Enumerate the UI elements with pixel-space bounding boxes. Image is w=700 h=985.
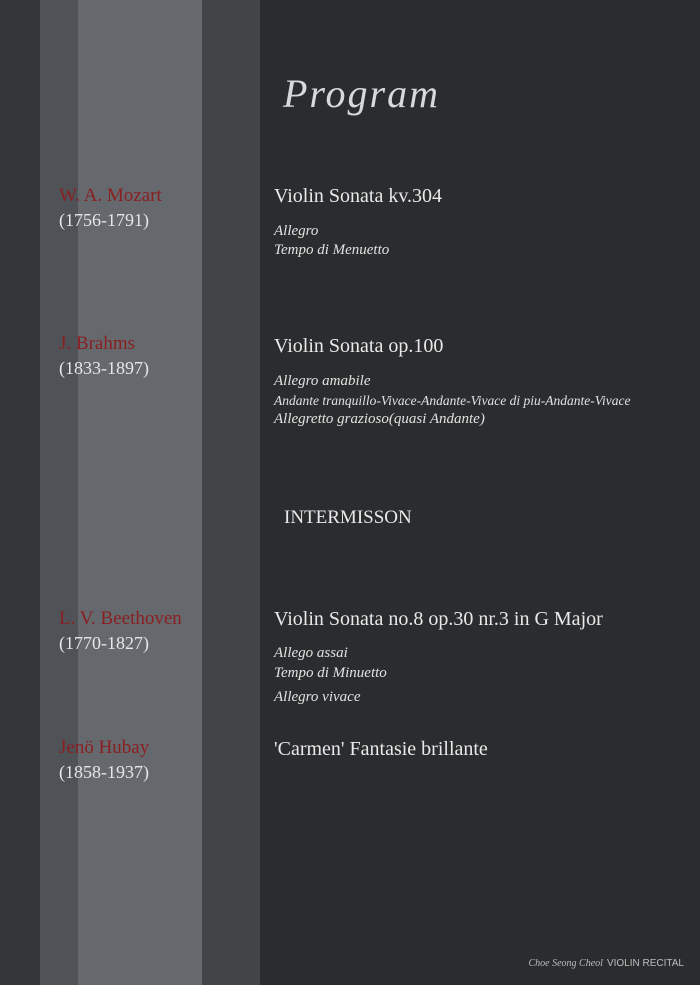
movement: Allegro amabile (274, 373, 371, 389)
background-stripe-3 (78, 0, 202, 985)
work-title: Violin Sonata kv.304 (274, 185, 443, 207)
performer-name: Choe Seong Cheol (528, 958, 603, 969)
movement: Tempo di Minuetto (274, 665, 387, 681)
movement: Allegro vivace (274, 689, 361, 705)
background-panel (260, 0, 700, 985)
movement: Andante tranquillo-Vivace-Andante-Vivace di piu-Andante-Vivace (274, 393, 631, 408)
composer-name: L. V. Beethoven (59, 608, 182, 629)
movement: Tempo di Menuetto (274, 242, 390, 258)
composer-name: Jenö Hubay (59, 737, 150, 758)
composer-years: (1833-1897) (59, 358, 149, 378)
recital-label: VIOLIN RECITAL (606, 958, 684, 969)
movement: Allegro (274, 223, 319, 239)
background-stripe-4 (202, 0, 260, 985)
work-title: Violin Sonata no.8 op.30 nr.3 in G Major (274, 608, 603, 630)
composer-years: (1756-1791) (59, 210, 149, 230)
background-stripe-2 (40, 0, 78, 985)
composer-name: W. A. Mozart (59, 185, 162, 206)
footer (529, 958, 685, 969)
work-title: Violin Sonata op.100 (274, 335, 444, 357)
background-stripe-1 (0, 0, 40, 985)
composer-name: J. Brahms (59, 333, 135, 354)
work-title: 'Carmen' Fantasie brillante (274, 738, 488, 760)
composer-years: (1770-1827) (59, 633, 149, 653)
intermission-label: INTERMISSON (284, 507, 412, 528)
composer-years: (1858-1937) (59, 762, 149, 782)
movement: Allego assai (274, 645, 348, 661)
page-title: Program (283, 71, 440, 116)
movement: Allegretto grazioso(quasi Andante) (274, 411, 485, 427)
